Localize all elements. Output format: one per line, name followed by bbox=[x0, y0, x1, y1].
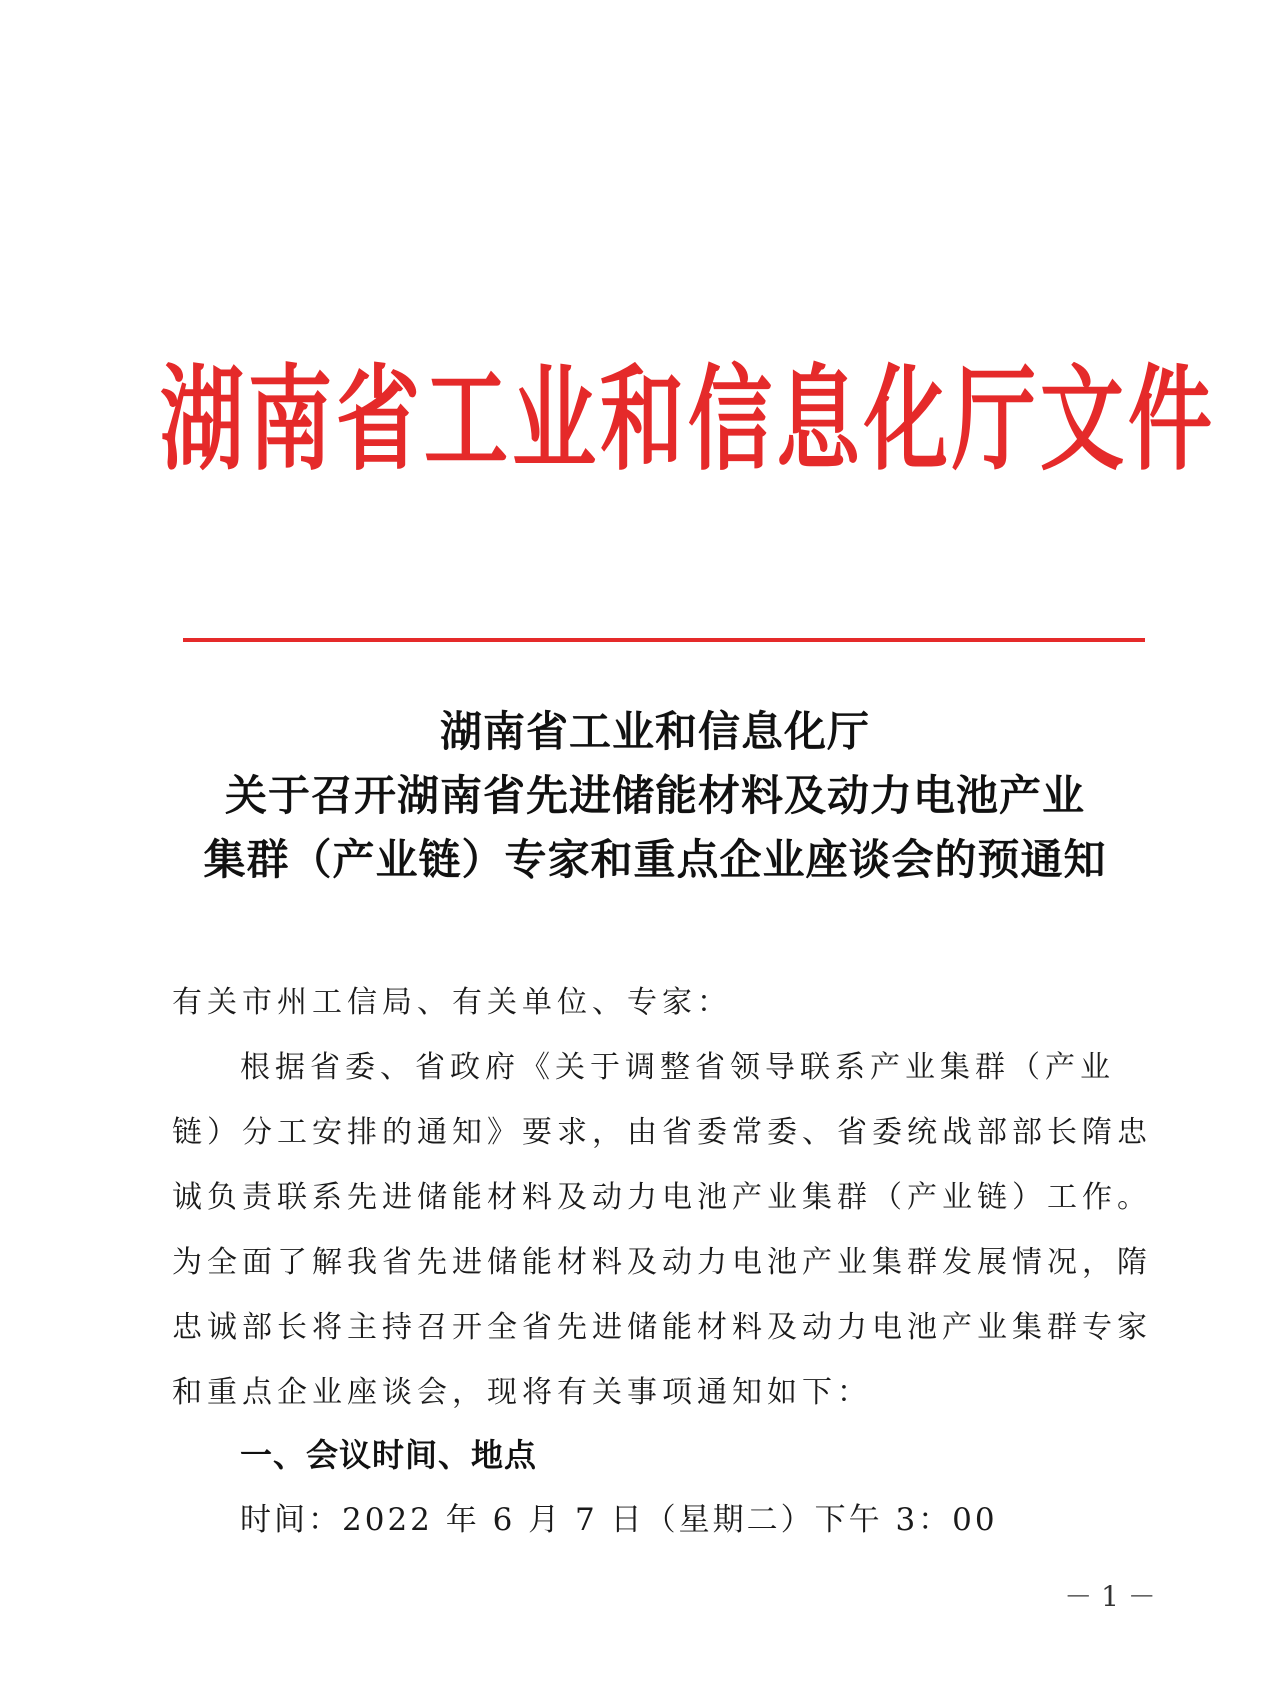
salutation: 有关市州工信局、有关单位、专家： bbox=[172, 985, 732, 1020]
masthead-title: 湖南省工业和信息化厅文件 bbox=[160, 353, 1217, 487]
title-line-3: 集群（产业链）专家和重点企业座谈会的预通知 bbox=[203, 835, 1107, 884]
document-title bbox=[160, 700, 1150, 892]
title-line-1: 湖南省工业和信息化厅 bbox=[439, 707, 870, 756]
title-line-2: 关于召开湖南省先进储能材料及动力电池产业 bbox=[224, 771, 1085, 820]
red-divider-line bbox=[183, 638, 1145, 642]
section-heading-meeting-time-place: 一、会议时间、地点 bbox=[240, 1436, 538, 1474]
body-paragraph: 根据省委、省政府《关于调整省领导联系产业集群（产业链）分工安排的通知》要求，由省委常委、省委统战部部长隋忠诚负责联系先进储能材料及动力电池产业集群（产业链）工作。为全面了解我省先进储能材料及动力电池产业集群发展情况，隋忠诚部长将主持召开全省先进储能材料及动力电池产业集群专家和重点企业座谈会，现将有关事项通知如下： bbox=[172, 1050, 1152, 1410]
page-number: － 1 － bbox=[1064, 1580, 1156, 1613]
meeting-time: 时间：2022 年 6 月 7 日（星期二）下午 3：00 bbox=[240, 1502, 998, 1538]
